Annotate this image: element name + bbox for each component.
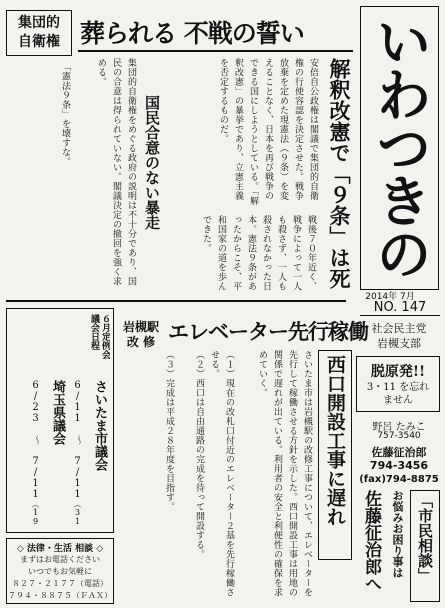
elevator-item-1: （１）現在の改札口付近のエレベーター２基を先行稼働させる。 xyxy=(209,350,234,597)
elevator-label-bottom: 改 修 xyxy=(126,335,156,349)
top-headline-rule xyxy=(78,50,353,52)
notice-title: 脱原発!! xyxy=(370,364,426,380)
schedule-heading: ６月定例会 議会日程 xyxy=(89,314,110,359)
honorific-label: 佐藤征治郎へ xyxy=(361,490,381,592)
body-paragraph-b: 戦後７０年近く、戦争によって一人も殺さず、一人も殺されなかった日本。憲法９条があったからこそ、平和国家の道を歩んできた。 xyxy=(201,215,316,291)
contact-person2-name: 佐藤征治郎 xyxy=(371,446,427,459)
schedule-row-2-name: 埼玉県議会 xyxy=(50,380,65,445)
elevator-headline: エレベーター先行稼働 xyxy=(168,320,368,344)
contact-person1-name: 野呂 たみこ xyxy=(372,422,426,433)
schedule-row-1-name: さいたま市議会 xyxy=(92,380,107,471)
masthead-title: いわつきの xyxy=(367,13,433,278)
sub-headline-1: 解釈改憲で「９条」は死 xyxy=(327,58,351,289)
issue-number: NO. 147 xyxy=(360,300,440,316)
schedule-row-1-days: （31 xyxy=(73,500,82,526)
sub-headline-2: 国民合意のない暴走 xyxy=(143,95,161,230)
section-divider xyxy=(6,300,346,302)
elevator-paragraph: さいたま市は岩槻駅の改修工事について、エレベーターを先行して稼働させる方針を示した。西口開設工事は用地の関係で遅れが出ている。利用者の安全と利便性の確保を求めていく。 xyxy=(257,350,312,597)
elevator-label-top: 岩槻駅 xyxy=(122,320,159,334)
notice-body: 3・11 を忘れ ません xyxy=(366,382,430,406)
section-label-collective-defense: 集団的 自衛権 xyxy=(6,10,72,56)
body-paragraph-a: 安倍自公政権は閣議で集団的自衛権の行使容認を決定させた。戦争放棄を定めた現憲法（９条）を変えることなく、日本を再び戦争のできる国にしようとしている。「解釈改憲」の暴挙であり、立憲主義を否定するものだ。 xyxy=(218,58,318,206)
consult-line1: まずはお電話ください xyxy=(20,555,100,564)
top-headline: 葬られる 不戦の誓い xyxy=(80,19,304,48)
masthead-box xyxy=(360,6,439,290)
org-line1: 社会民主党 xyxy=(371,322,427,335)
schedule-row-2-dates: 6/23 ～ 7/11 xyxy=(30,380,41,500)
body-paragraph-c: 集団的自衛権をめぐる政府の説明は不十分であり、国民の合意は得られていない。閣議決定の撤回を強く求める。 xyxy=(96,58,136,286)
citizen-consult-label: 「市民相談」 xyxy=(410,490,440,602)
org-line2: 岩槻支部 xyxy=(377,337,421,350)
consult-line2: いつでもお気軽に xyxy=(28,567,92,576)
consult-phone-fax: ７９４・８８７５（ＦＡＸ） xyxy=(8,591,112,600)
worries-label: お悩みお困り事は xyxy=(391,490,404,578)
consult-phone-tel: ８２７・２１７７（電話） xyxy=(12,579,108,588)
contact-person2-tel: 794-3456 xyxy=(369,459,429,472)
quote-article-9: 「憲法９条」を壊すな。 xyxy=(60,62,70,167)
elevator-sub-headline: 西口開設工事に遅れ xyxy=(318,350,352,560)
contact-person2-fax: (fax)794-8875 xyxy=(359,474,439,485)
issue-date: 2014年 7月 xyxy=(365,292,415,302)
elevator-item-2: （２）西口は自由通路の完成を待って開設する。 xyxy=(194,350,204,559)
notice-box xyxy=(356,356,440,412)
consult-title: ◇ 法律・生活 相談 ◇ xyxy=(16,544,104,554)
contact-person1-phone: 757-3540 xyxy=(377,431,421,441)
elevator-item-3: （３）完成は平成２８年度を目指す。 xyxy=(164,350,174,512)
schedule-row-1-dates: 6/11 ～ 7/11 xyxy=(72,380,83,500)
schedule-row-2-days: （19 xyxy=(31,500,40,526)
